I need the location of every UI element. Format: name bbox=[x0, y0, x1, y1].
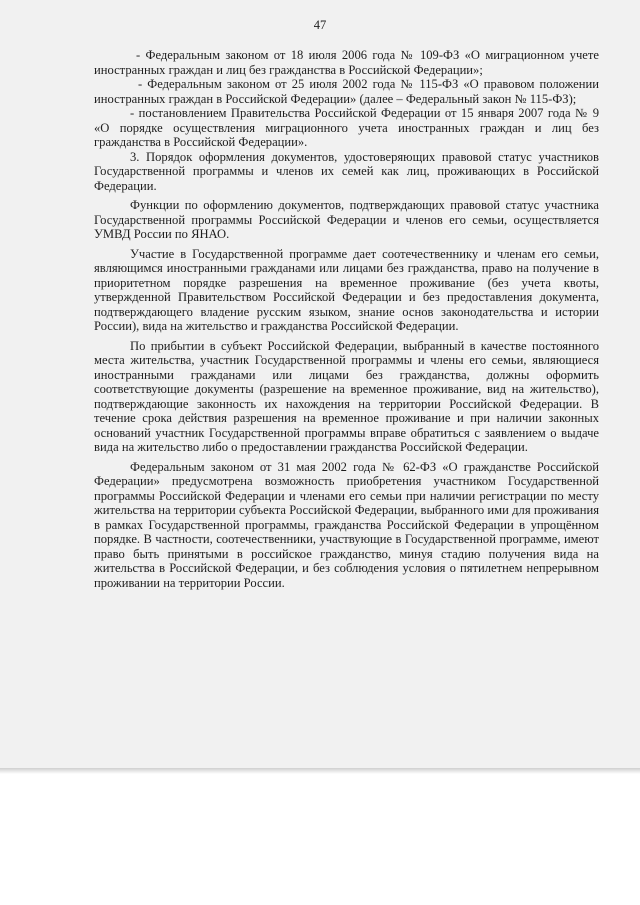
paragraph-section-3-heading: 3. Порядок оформления документов, удостоверяющих правовой статус участников Государственной программы и членов их семей как лиц, проживающих в Российской Федерации. bbox=[94, 149, 599, 193]
paragraph-participation: Участие в Государственной программе дает соотечественнику и членам его семьи, являющимся иностранными гражданами или лицами без гражданства, право на получение в приоритетном порядке разрешения на временное проживание (без учета квоты, утвержденной Правительством Российской Федерации и без предоставления документа, подтверждающего владение русским языком, знание основ законодательства и истории России), вида на жительство и гражданства Российской Федерации. bbox=[94, 246, 599, 333]
page-body bbox=[94, 48, 599, 590]
page-edge-shadow bbox=[0, 768, 640, 774]
paragraph-arrival: По прибытии в субъект Российской Федерации, выбранный в качестве постоянного места жительства, участник Государственной программы и члены его семьи, являющиеся иностранными гражданами или лицами без гражданства, должны оформить соответствующие документы (разрешение на временное проживание, вид на жительство), подтверждающие законность их нахождения на территории Российской Федерации. В течение срока действия разрешения на временное проживание и при наличии законных оснований участник Государственной программы вправе обратиться с заявлением о выдаче вида на жительство либо о предоставлении гражданства Российской Федерации. bbox=[94, 338, 599, 454]
paragraph-law-109: - Федеральным законом от 18 июля 2006 года № 109-ФЗ «О миграционном учете иностранных граждан и лиц без гражданства в Российской Федерации»; bbox=[94, 48, 599, 77]
paragraph-functions: Функции по оформлению документов, подтверждающих правовой статус участника Государственной программы Российской Федерации и членов его семьи, осуществляется УМВД России по ЯНАО. bbox=[94, 198, 599, 241]
paragraph-resolution-9: - постановлением Правительства Российской Федерации от 15 января 2007 года № 9 «О порядке осуществления миграционного учета иностранных граждан и лиц без гражданства в Российской Федерации». bbox=[94, 106, 599, 149]
page-number: 47 bbox=[313, 18, 327, 32]
paragraph-citizenship-law: Федеральным законом от 31 мая 2002 года № 62-ФЗ «О гражданстве Российской Федерации» предусмотрена возможность приобретения участником Государственной программы Российской Федерации и членами его семьи при наличии регистрации по месту жительства на территории субъекта Российской Федерации, выбранного ими для проживания в рамках Государственной программы, гражданства Российской Федерации в упрощённом порядке. В частности, соотечественники, участвующие в Государственной программе, имеют право быть принятыми в российское гражданство, минуя стадию получения вида на жительства в Российской Федерации, и без соблюдения условия о пятилетнем непрерывном проживании на территории России. bbox=[94, 459, 599, 590]
paragraph-law-115: - Федеральным законом от 25 июля 2002 года № 115-ФЗ «О правовом положении иностранных граждан в Российской Федерации» (далее – Федеральный закон № 115-ФЗ); bbox=[94, 77, 599, 106]
